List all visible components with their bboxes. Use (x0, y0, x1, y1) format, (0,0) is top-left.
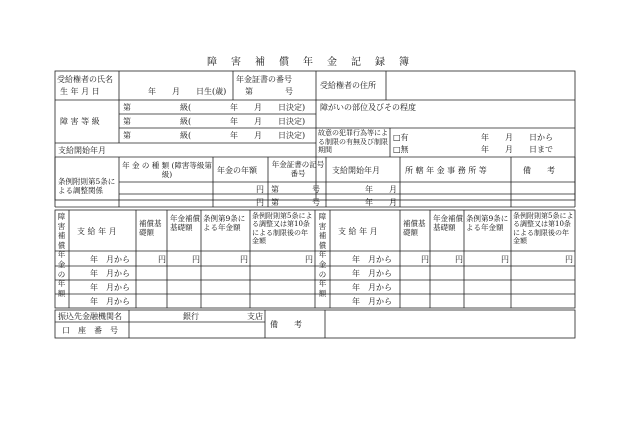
branch-suffix: 支店 (247, 312, 263, 321)
office-label: 所 轄 年 金 事 務 所 等 (405, 166, 487, 175)
yen-unit: 円 (240, 255, 248, 264)
grade-row-dai: 第 (123, 103, 131, 112)
bank-remarks-label: 備 考 (270, 320, 302, 329)
grade-row-date: 年 月 日決定) (230, 103, 306, 112)
pension-no-fill: 第 号 (245, 87, 293, 96)
restriction-date-from: 年 月 日から (481, 133, 553, 142)
col-art5: 条例附則第5条による調整又は第10条による制限後の年金額 (513, 212, 574, 246)
yen-unit: 円 (256, 185, 264, 194)
yen-unit: 円 (256, 198, 264, 207)
yen-unit: 円 (565, 255, 573, 264)
col-ym: 支 給 年 月 (338, 227, 378, 236)
grade-row-date: 年 月 日決定) (230, 131, 306, 140)
calc-side-label-right: 障害補償年金の年額 (318, 212, 327, 298)
row-from: 年 月から (90, 297, 130, 306)
col-art5: 条例附則第5条による調整又は第10条による制限後の年金額 (252, 212, 313, 246)
bank-suffix: 銀行 (183, 312, 199, 321)
start-ym-label: 支給開始年月 (332, 166, 380, 175)
bank-institution-label: 振込先金融機関名 (58, 312, 122, 321)
yen-unit: 円 (455, 255, 463, 264)
year-unit: 年 (365, 198, 373, 207)
grade-row-kyu: 級( (180, 117, 192, 126)
cert-go: 号 (312, 185, 320, 194)
col-pension-base: 年金補償基礎額 (433, 214, 463, 232)
part-degree-label: 障がいの部位及びその程度 (320, 103, 416, 112)
yen-unit: 円 (158, 255, 166, 264)
restriction-no: □無 (393, 145, 409, 154)
row-from: 年 月から (352, 283, 392, 292)
month-unit: 月 (389, 185, 397, 194)
yen-unit: 円 (421, 255, 429, 264)
col-base: 補償基礎額 (139, 219, 162, 237)
adjustment-label: 条例附則第5条による調整関係 (58, 177, 116, 195)
payment-start-label: 支給開始年月 (58, 146, 106, 155)
disability-grade-label: 障 害 等 級 (60, 117, 100, 126)
grade-row-kyu: 級( (180, 131, 192, 140)
col-art9: 条例第9条による年金額 (466, 214, 509, 232)
birth-label: 生 年 月 日 (60, 87, 100, 96)
recipient-name-label: 受給権者の氏名 (57, 75, 113, 84)
month-unit: 月 (389, 198, 397, 207)
grade-row-kyu: 級( (180, 103, 192, 112)
crime-restriction-label: 故意の犯罪行為等による制限の有無及び制限期間 (318, 129, 388, 154)
row-from: 年 月から (90, 283, 130, 292)
pension-cert-no-label: 年金証書の番号 (236, 75, 292, 84)
grade-row-dai: 第 (123, 117, 131, 126)
row-from: 年 月から (90, 255, 130, 264)
row-from: 年 月から (352, 297, 392, 306)
col-ym: 支 給 年 月 (77, 227, 117, 236)
calc-side-label-left: 障害補償年金の年額 (57, 212, 66, 298)
cert-dai: 第 (271, 198, 279, 207)
year-unit: 年 (365, 185, 373, 194)
cert-dai: 第 (271, 185, 279, 194)
restriction-date-to: 年 月 日まで (481, 145, 553, 154)
grade-row-dai: 第 (123, 131, 131, 140)
page-title: 障害補償年金記録簿 (207, 57, 423, 68)
grade-row-date: 年 月 日決定) (230, 117, 306, 126)
row-from: 年 月から (352, 255, 392, 264)
birth-fill: 年 月 日生(歳) (148, 87, 227, 96)
yen-unit: 円 (192, 255, 200, 264)
cert-go: 号 (312, 198, 320, 207)
yen-unit: 円 (305, 255, 313, 264)
annual-amount-label: 年金の年額 (217, 166, 257, 175)
yen-unit: 円 (501, 255, 509, 264)
col-base: 補償基礎額 (403, 219, 426, 237)
col-art9: 条例第9条による年金額 (203, 214, 246, 232)
col-pension-base: 年金補償基礎額 (170, 214, 200, 232)
recipient-address-label: 受給権者の住所 (320, 81, 376, 90)
adjustment-remarks-label: 備 考 (523, 166, 555, 175)
row-from: 年 月から (352, 269, 392, 278)
row-from: 年 月から (90, 269, 130, 278)
pension-type-label: 年 金 の 種 類 (障害等級第 級) (122, 161, 220, 179)
restriction-yes: □有 (393, 133, 409, 142)
account-number-label: 口 座 番 号 (62, 326, 118, 335)
cert-no-label: 年金証書の記号番号 (271, 160, 325, 178)
